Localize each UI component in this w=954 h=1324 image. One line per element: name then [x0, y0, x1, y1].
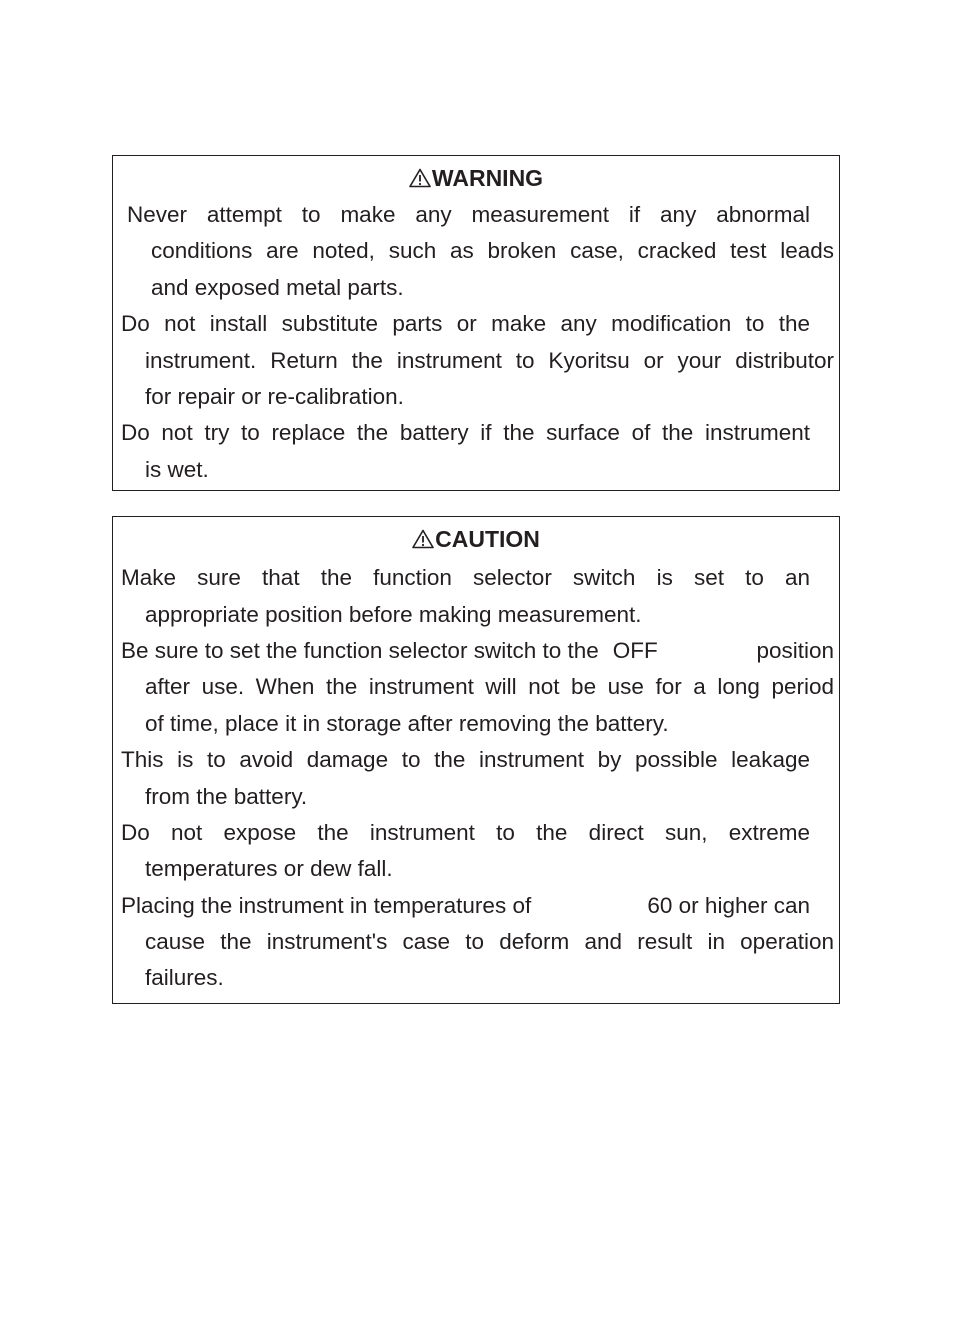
warning-line-3: and exposed metal parts.	[151, 275, 404, 300]
warning-line-6: for repair or re-calibration.	[145, 384, 404, 409]
caution-line-3-text: Be sure to set the function selector switch to the	[121, 638, 599, 663]
caution-line-1: Make sure that the function selector switch is set to an	[121, 565, 810, 590]
warning-triangle-icon	[409, 168, 431, 188]
position-label: position	[756, 638, 834, 663]
caution-line-10-text: Placing the instrument in temperatures of	[121, 893, 532, 918]
warning-title: WARNING	[431, 165, 544, 191]
caution-line-5: of time, place it in storage after removing the battery.	[145, 711, 669, 736]
caution-line-12: failures.	[145, 965, 224, 990]
warning-line-8: is wet.	[145, 457, 209, 482]
caution-heading	[113, 525, 839, 553]
caution-line-11: cause the instrument's case to deform and result in operation	[145, 929, 834, 954]
caution-box	[112, 516, 840, 1004]
warning-line-2: conditions are noted, such as broken case, cracked test leads	[151, 238, 834, 263]
caution-line-3	[121, 637, 834, 665]
off-label: OFF	[612, 638, 658, 663]
warning-line-4: Do not install substitute parts or make any modification to the	[121, 311, 810, 336]
temperature-text: 60 or higher can	[647, 893, 810, 918]
warning-line-1: Never attempt to make any measurement if any abnormal	[127, 202, 810, 227]
warning-box	[112, 155, 840, 491]
caution-line-2: appropriate position before making measurement.	[145, 602, 642, 627]
caution-title: CAUTION	[435, 526, 540, 552]
caution-triangle-icon	[412, 529, 434, 549]
caution-line-7: from the battery.	[145, 784, 308, 809]
caution-line-8: Do not expose the instrument to the direct sun, extreme	[121, 820, 810, 845]
caution-line-4: after use. When the instrument will not be use for a long period	[145, 674, 834, 699]
warning-line-5: instrument. Return the instrument to Kyoritsu or your distributor	[145, 348, 834, 373]
caution-line-9: temperatures or dew fall.	[145, 856, 393, 881]
warning-line-7: Do not try to replace the battery if the surface of the instrument	[121, 420, 810, 445]
warning-heading	[113, 164, 839, 192]
caution-line-10	[121, 892, 810, 920]
caution-line-6: This is to avoid damage to the instrument by possible leakage	[121, 747, 810, 772]
